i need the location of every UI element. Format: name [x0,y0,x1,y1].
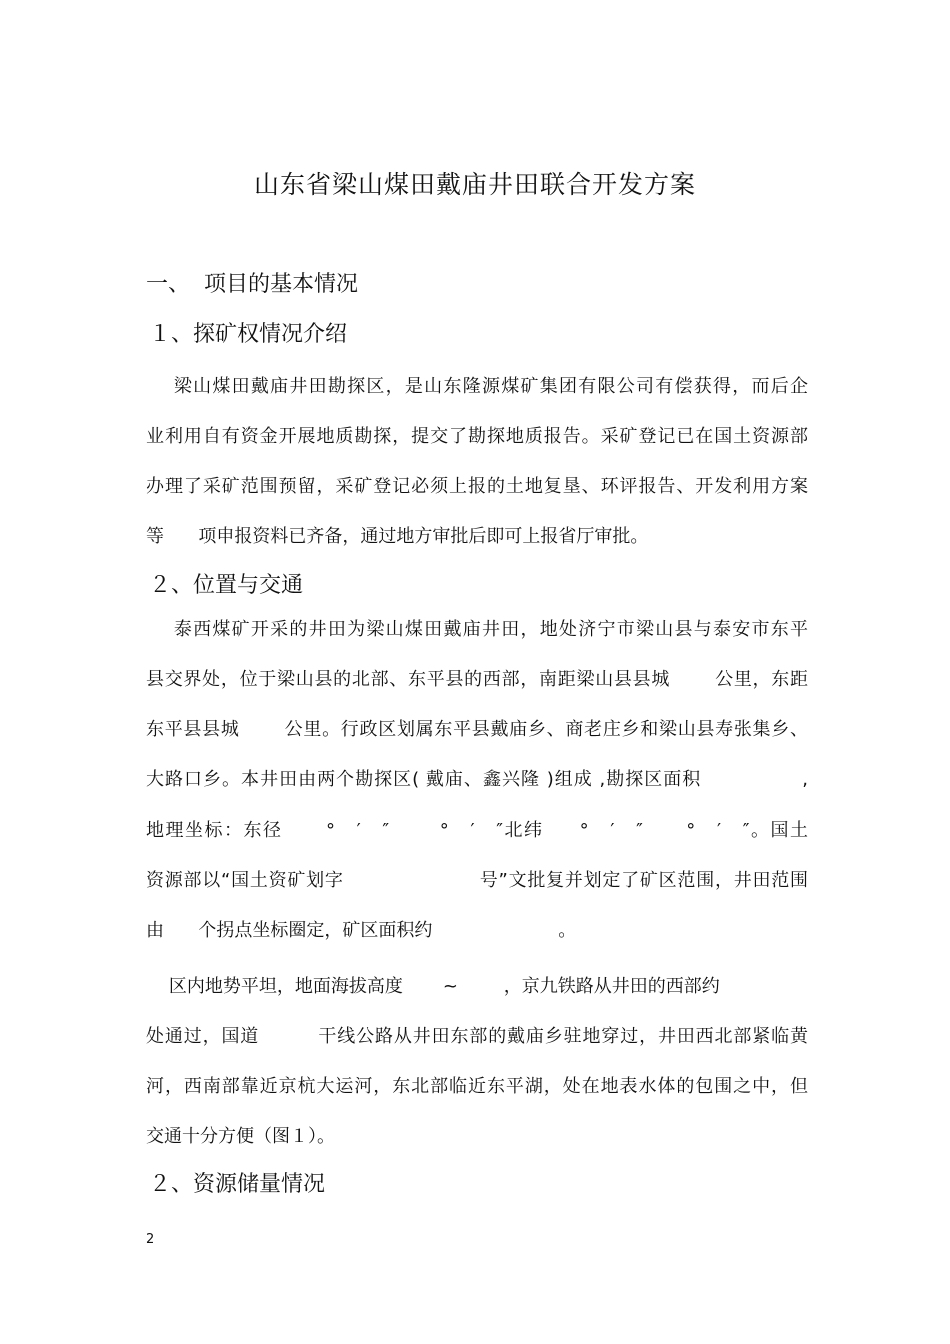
paragraph-line: 地理坐标：东径 ° ′ ″ ° ′ ″北纬 ° ′ ″ ° ′ ″。国土 [146,820,808,841]
paragraph-line: 处通过，国道 干线公路从井田东部的戴庙乡驻地穿过，井田西北部紧临黄 [146,1026,808,1047]
paragraph-line: 等 项申报资料已齐备，通过地方审批后即可上报省厅审批。 [146,526,649,547]
subsection-heading-exploration-rights: １、探矿权情况介绍 [149,322,348,347]
subsection-heading-location-transport: ２、位置与交通 [149,573,304,598]
paragraph-line: 由 个拐点坐标圈定，矿区面积约 。 [146,920,577,941]
paragraph-line: 东平县县城 公里。行政区划属东平县戴庙乡、商老庄乡和梁山县寿张集乡、 [146,719,808,740]
section-heading-basic-info: 一、 项目的基本情况 [146,272,358,297]
document-title: 山东省梁山煤田戴庙井田联合开发方案 [253,170,696,199]
paragraph-line: 泰西煤矿开采的井田为梁山煤田戴庙井田，地处济宁市梁山县与泰安市东平 [146,619,808,640]
page-number: 2 [146,1232,155,1247]
paragraph-line: 县交界处，位于梁山县的北部、东平县的西部，南距梁山县县城 公里，东距 [146,669,808,690]
paragraph-line: 大路口乡。本井田由两个勘探区( 戴庙、鑫兴隆 )组成 ,勘探区面积 , [146,769,808,790]
paragraph-line: 梁山煤田戴庙井田勘探区，是山东隆源煤矿集团有限公司有偿获得，而后企 [146,376,808,397]
paragraph-line: 办理了采矿范围预留，采矿登记必须上报的土地复垦、环评报告、开发利用方案 [146,476,808,497]
paragraph-line: 河，西南部靠近京杭大运河，东北部临近东平湖，处在地表水体的包围之中，但 [146,1076,808,1097]
paragraph-line: 资源部以“国土资矿划字 号”文批复并划定了矿区范围，井田范围 [146,870,808,891]
subsection-heading-resource-reserves: ２、资源储量情况 [149,1172,326,1197]
paragraph-line: 业利用自有资金开展地质勘探，提交了勘探地质报告。采矿登记已在国土资源部 [146,426,808,447]
paragraph-line: 区内地势平坦，地面海拔高度 ~ ，京九铁路从井田的西部约 [146,976,720,997]
paragraph-line: 交通十分方便（图１）。 [146,1126,335,1147]
